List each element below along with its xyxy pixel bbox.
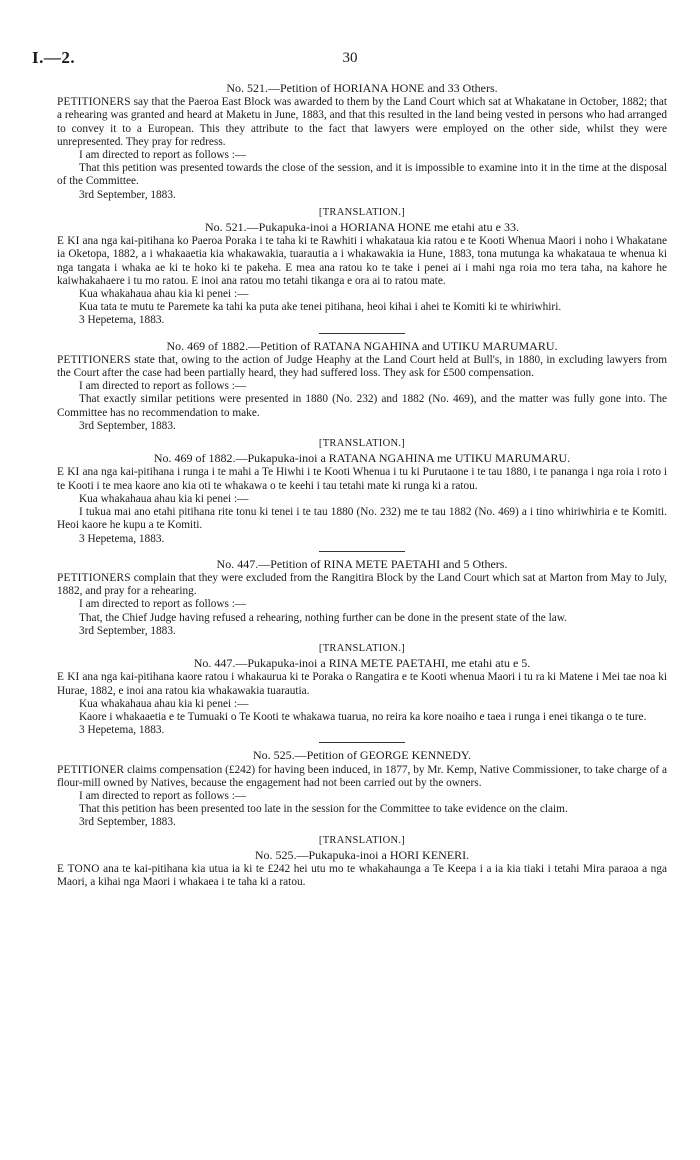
lead-word: E KI xyxy=(57,235,80,248)
directed-line: Kua whakahaua ahau kia ki penei :— xyxy=(79,697,249,710)
lead-word: E TONO xyxy=(57,862,100,875)
petition-text: state that, owing to the action of Judge Heaphy at the Land Court held at Bull's, in 1880, in excluding lawyers from the Court after the case had been partially heard, they had suffered loss. They ask for £500 compensation. xyxy=(57,353,668,380)
translation-label: [TRANSLATION.] xyxy=(318,834,406,846)
petition-text: ana nga kai-pitihana i runga i te mahi a Te Hiwhi i te Kooti Whenua i tu ki Purutaone i te tau 1880, i te pananga i nga roia i roto i te Kooti i te mea kaore ano kia oti te whakawa o te keehi i tau tetahi mate ki runga ki a ratou. xyxy=(57,466,668,492)
translation-section xyxy=(57,642,667,737)
section-title: No. 447.—Pukapuka-inoi a RINA METE PAETAHI, me etahi atu e 5. xyxy=(193,656,531,671)
section-title: No. 525.—Petition of GEORGE KENNEDY. xyxy=(252,748,472,763)
translation-label: [TRANSLATION.] xyxy=(318,642,406,654)
petition-section xyxy=(57,340,667,433)
lead-word: PETITIONERS xyxy=(57,96,131,109)
section-date: 3 Hepetema, 1883. xyxy=(79,724,165,737)
petition-text: ana te kai-pitihana kia utua ia ki te £242 hei utu mo te whakahaunga a Te Keepa i a ia kia tiaki i tetahi Mira paraoa a nga Maori, a kihai nga Maori i whakaea i te taha ki a ratou. xyxy=(57,862,667,889)
petition-section xyxy=(57,558,667,638)
document-reference: I.—2. xyxy=(32,48,76,67)
section-title: No. 469 of 1882.—Petition of RATANA NGAHINA and UTIKU MARUMARU. xyxy=(166,338,558,353)
directed-line: I am directed to report as follows :— xyxy=(79,380,247,393)
section-title: No. 521.—Pukapuka-inoi a HORIANA HONE me etahi atu e 33. xyxy=(205,220,519,235)
directed-line: Kua whakahaua ahau kia ki penei :— xyxy=(79,288,249,301)
lead-word: PETITIONERS xyxy=(57,571,131,584)
section-date: 3rd September, 1883. xyxy=(79,816,176,829)
lead-word: PETITIONER xyxy=(57,763,125,776)
section-title: No. 525.—Pukapuka-inoi a HORI KENERI. xyxy=(254,847,470,862)
report-text: That exactly similar petitions were presented in 1880 (No. 232) and 1882 (No. 469), and the matter was fully gone into. The Committee has no recommendation to make. xyxy=(57,393,667,419)
translation-section xyxy=(57,834,667,890)
section-divider xyxy=(319,333,405,334)
translation-section xyxy=(57,206,667,328)
directed-line: I am directed to report as follows :— xyxy=(79,789,247,802)
translation-section xyxy=(57,437,667,546)
petition-text: say that the Paeroa East Block was awarded to them by the Land Court which sat at Whakatane in October, 1882; that a rehearing was granted and heard at Maketu in June, 1883, and that this resulted in the land being vested in persons who had arranged to convey it to a European. This they attribute to the fact that lawyers were employed on the other side, whilst they were unrepresented. They pray for redress. xyxy=(57,96,667,148)
petition-section xyxy=(57,82,667,202)
report-text: I tukua mai ano etahi pitihana rite tonu ki tenei i te tau 1880 (No. 232) me te tau 1882 (No. 469) a i tino whiriwhiria e te Komiti. Heoi kaore he kupu a te Komiti. xyxy=(57,506,667,532)
section-title: No. 521.—Petition of HORIANA HONE and 33 Others. xyxy=(226,81,498,95)
section-date: 3rd September, 1883. xyxy=(79,624,176,637)
directed-line: I am directed to report as follows :— xyxy=(79,598,247,611)
lead-word: E KI xyxy=(57,466,80,479)
report-text: That, the Chief Judge having refused a rehearing, nothing further can be done in the present state of the law. xyxy=(79,611,567,624)
report-text: That this petition has been presented too late in the session for the Committee to take evidence on the claim. xyxy=(79,803,568,816)
report-text: Kaore i whakaaetia e te Tumuaki o Te Kooti te whakawa tuarua, no reira ka kore noaiho e taea i runga i enei tikanga o te ture. xyxy=(79,710,647,723)
page-number: 30 xyxy=(342,50,358,66)
report-text: Kua tata te mutu te Paremete ka tahi ka puta ake tenei pitihana, heoi kihai i ahei te Komiti ki te whiriwhiri. xyxy=(79,301,562,314)
petition-text: ana nga kai-pitihana kaore ratou i whakaurua ki te Poraka o Rangatira e te Kooti whenua Maori i tu ra ki Matene i Mei tae noa ki Hurae, 1882, e inoi ana ratou kia whakawakia tuarautia. xyxy=(57,671,668,697)
section-date: 3rd September, 1883. xyxy=(79,419,176,432)
petition-text: claims compensation (£242) for having been induced, in 1877, by Mr. Kemp, Native Commissioner, to take charge of a flour-mill owned by Natives, because the engagement had not been carried out by the owners. xyxy=(57,763,667,789)
translation-label: [TRANSLATION.] xyxy=(318,206,406,218)
section-date: 3 Hepetema, 1883. xyxy=(79,532,165,545)
directed-line: Kua whakahaua ahau kia ki penei :— xyxy=(79,492,249,505)
section-divider xyxy=(319,551,405,552)
lead-word: PETITIONERS xyxy=(57,353,131,366)
directed-line: I am directed to report as follows :— xyxy=(79,149,247,162)
section-divider xyxy=(319,742,405,743)
petition-text: ana nga kai-pitihana ko Paeroa Poraka i te taha ki te Rawhiti i whakataua kia ratou e te Kooti Whenua Maori i noho i Whakatane ia Oketopa, 1882, a i whakaaetia kia whakawakia, tuarautia a i whakawakia ia Hune, 1883, tona mutunga ka whakataua te whenua ki nga tangata i whaka ae ki te hoko ki te pakeha. E mea ana ratou ko te take i penei ai i mahi nga roia mo tera taha, na kahore he kaiwhakahaere i tu mo ratou. E inoi ana ratou mo tetahi tikanga e ora ai to ratou mate. xyxy=(57,235,667,287)
petition-section xyxy=(57,749,667,829)
document-body xyxy=(57,82,667,889)
report-text: That this petition was presented towards the close of the session, and it is impossible to examine into it in the time at the disposal of the Committee. xyxy=(57,162,667,188)
section-date: 3 Hepetema, 1883. xyxy=(79,314,165,327)
translation-label: [TRANSLATION.] xyxy=(318,438,406,450)
petition-text: complain that they were excluded from the Rangitira Block by the Land Court which sat at Marton from May to July, 1882, and pray for a rehearing. xyxy=(57,571,667,598)
section-title: No. 447.—Petition of RINA METE PAETAHI and 5 Others. xyxy=(216,556,508,571)
lead-word: E KI xyxy=(57,671,80,684)
section-date: 3rd September, 1883. xyxy=(79,188,176,201)
section-title: No. 469 of 1882.—Pukapuka-inoi a RATANA NGAHINA me UTIKU MARUMARU. xyxy=(153,451,571,466)
